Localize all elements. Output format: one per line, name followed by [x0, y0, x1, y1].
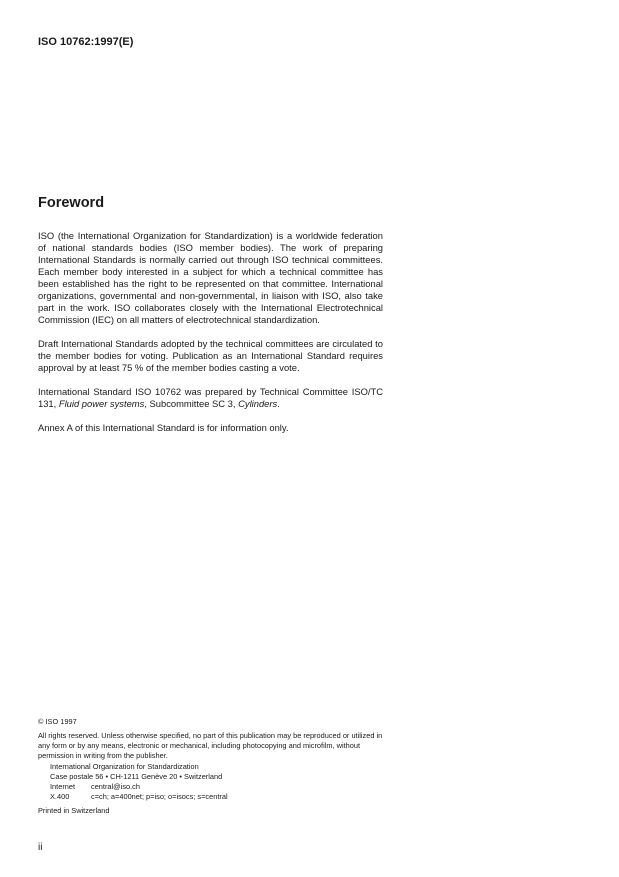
rights-statement: All rights reserved. Unless otherwise specified, no part of this publication may be reproduced or utilized in any form or by any means, electronic or mechanical, including photocopying and microfilm, without permission in writing from the publisher.	[38, 731, 383, 760]
committee-name: Fluid power systems	[58, 398, 145, 409]
foreword-paragraph-4: Annex A of this International Standard is for information only.	[38, 422, 289, 433]
foreword-heading: Foreword	[38, 195, 105, 211]
subcommittee-name: Cylinders	[238, 398, 278, 409]
copyright-line: © ISO 1997	[38, 717, 77, 726]
internet-label: Internet	[50, 782, 76, 791]
paragraph-3-text-part3: .	[277, 398, 280, 409]
document-id-header: ISO 10762:1997(E)	[38, 36, 134, 48]
foreword-paragraph-3	[38, 386, 383, 410]
foreword-body	[38, 230, 383, 446]
copyright-footer	[38, 717, 383, 816]
paragraph-3-text-part2: , Subcommittee SC 3,	[144, 398, 239, 409]
address-block	[38, 762, 383, 802]
internet-row	[50, 782, 383, 792]
foreword-paragraph-2: Draft International Standards adopted by the technical committees are circulated to the member bodies for voting. Publication as an International Standard requires approval by at least 75 % of the member bodies casting a vote.	[38, 338, 383, 373]
x400-value: c=ch; a=400net; p=iso; o=isocs; s=central	[91, 792, 228, 801]
postal-address: Case postale 56 • CH-1211 Genève 20 • Switzerland	[50, 772, 223, 781]
paragraph-3-text-part1: International Standard ISO 10762 was prepared by Technical Committee ISO/TC 131,	[38, 386, 383, 409]
x400-label: X.400	[50, 792, 70, 801]
printed-in-line: Printed in Switzerland	[38, 806, 110, 815]
x400-row	[50, 792, 383, 802]
page-number: ii	[38, 842, 43, 853]
internet-value: central@iso.ch	[91, 782, 140, 791]
foreword-paragraph-1: ISO (the International Organization for Standardization) is a worldwide federation of national standards bodies (ISO member bodies). The work of preparing International Standards is normally carried out through ISO technical committees. Each member body interested in a subject for which a technical committee has been established has the right to be represented on that committee. International organizations, governmental and non-governmental, in liaison with ISO, also take part in the work. ISO collaborates closely with the International Electrotechnical Commission (IEC) on all matters of electrotechnical standardization.	[38, 230, 383, 325]
organization-name: International Organization for Standardization	[50, 762, 199, 771]
